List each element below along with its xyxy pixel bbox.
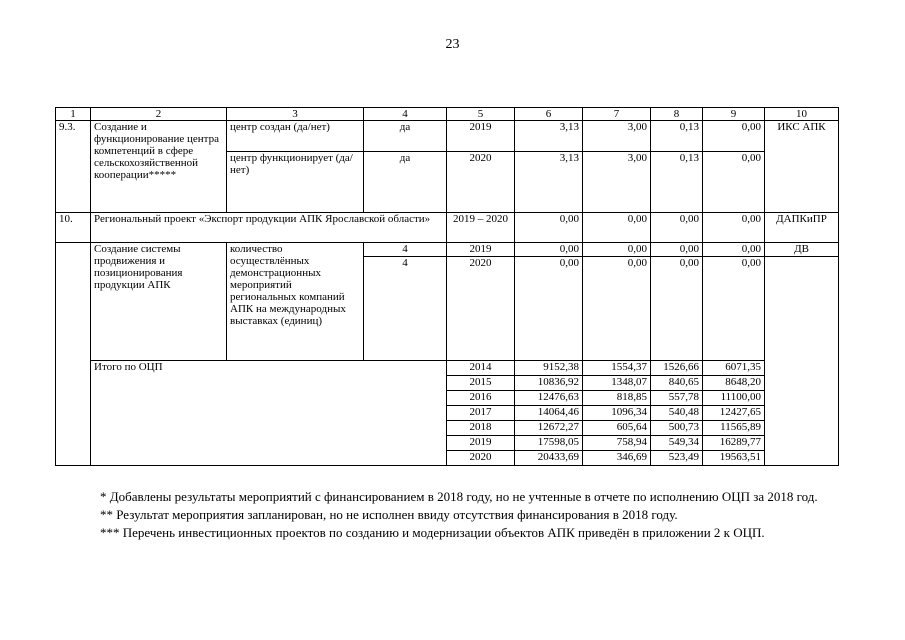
cell-value: 12476,63 xyxy=(515,391,583,406)
cell-value: 346,69 xyxy=(583,451,651,466)
footnote: ** Результат мероприятия запланирован, но не исполнен ввиду отсутствия финансирования в 2018 году. xyxy=(100,507,678,522)
indicator-value: 4 xyxy=(364,257,447,361)
empty-cell xyxy=(765,257,839,361)
program-table xyxy=(55,107,839,466)
cell-value: 1348,07 xyxy=(583,376,651,391)
cell-value: 0,00 xyxy=(583,243,651,257)
indicator-value: да xyxy=(364,121,447,152)
project-name: Региональный проект «Экспорт продукции АПК Ярославской области» xyxy=(91,213,447,243)
cell-value: 12427,65 xyxy=(703,406,765,421)
table-row xyxy=(56,243,839,257)
empty-cell xyxy=(765,361,839,466)
cell-value: 0,00 xyxy=(703,257,765,361)
cell-value: 0,00 xyxy=(515,213,583,243)
col-header: 8 xyxy=(651,108,703,121)
cell-value: 12672,27 xyxy=(515,421,583,436)
cell-value: 557,78 xyxy=(651,391,703,406)
cell-value: 3,00 xyxy=(583,121,651,152)
item-name: Создание и функционирование центра компетенций в сфере сельскохозяйственной кооперации***** xyxy=(91,121,227,213)
footnotes xyxy=(62,488,838,542)
cell-value: 523,49 xyxy=(651,451,703,466)
item-number: 9.3. xyxy=(56,121,91,213)
cell-value: 1554,37 xyxy=(583,361,651,376)
cell-value: 540,48 xyxy=(651,406,703,421)
cell-value: 0,00 xyxy=(703,213,765,243)
cell-value: 8648,20 xyxy=(703,376,765,391)
year: 2020 xyxy=(447,152,515,213)
col-header: 7 xyxy=(583,108,651,121)
year: 2014 xyxy=(447,361,515,376)
indicator: центр создан (да/нет) xyxy=(227,121,364,152)
col-header: 1 xyxy=(56,108,91,121)
col-header: 4 xyxy=(364,108,447,121)
cell-value: 758,94 xyxy=(583,436,651,451)
executor: ДАПКиПР xyxy=(765,213,839,243)
col-header: 5 xyxy=(447,108,515,121)
footnote: * Добавлены результаты мероприятий с финансированием в 2018 году, но не учтенные в отчете по исполнению ОЦП за 2018 год. xyxy=(100,489,818,504)
cell-value: 840,65 xyxy=(651,376,703,391)
cell-value: 0,00 xyxy=(651,243,703,257)
year: 2020 xyxy=(447,257,515,361)
cell-value: 10836,92 xyxy=(515,376,583,391)
cell-value: 0,00 xyxy=(703,121,765,152)
cell-value: 11100,00 xyxy=(703,391,765,406)
cell-value: 549,34 xyxy=(651,436,703,451)
cell-value: 0,00 xyxy=(703,152,765,213)
cell-value: 818,85 xyxy=(583,391,651,406)
cell-value: 0,00 xyxy=(583,213,651,243)
cell-value: 500,73 xyxy=(651,421,703,436)
footnote: *** Перечень инвестиционных проектов по созданию и модернизации объектов АПК приведён в приложении 2 к ОЦП. xyxy=(100,525,765,540)
table-row xyxy=(56,213,839,243)
year: 2019 xyxy=(447,121,515,152)
page-number: 23 xyxy=(445,37,460,52)
cell-value: 0,00 xyxy=(515,243,583,257)
year: 2019 – 2020 xyxy=(447,213,515,243)
item-name: Создание системы продвижения и позиционирования продукции АПК xyxy=(91,243,227,361)
cell-value: 0,00 xyxy=(651,213,703,243)
item-number: 10. xyxy=(56,213,91,243)
col-header: 9 xyxy=(703,108,765,121)
year: 2019 xyxy=(447,436,515,451)
cell-value: 16289,77 xyxy=(703,436,765,451)
indicator: центр функционирует (да/нет) xyxy=(227,152,364,213)
cell-value: 17598,05 xyxy=(515,436,583,451)
cell-value: 14064,46 xyxy=(515,406,583,421)
executor: ДВ xyxy=(765,243,839,257)
empty-cell xyxy=(56,361,91,466)
header-row xyxy=(56,108,839,121)
cell-value: 0,00 xyxy=(583,257,651,361)
cell-value: 20433,69 xyxy=(515,451,583,466)
cell-value: 1526,66 xyxy=(651,361,703,376)
cell-value: 3,00 xyxy=(583,152,651,213)
col-header: 6 xyxy=(515,108,583,121)
indicator: количество осуществлённых демонстрационных мероприятий региональных компаний АПК на международных выставках (единиц) xyxy=(227,243,364,361)
col-header: 10 xyxy=(765,108,839,121)
table-row xyxy=(56,121,839,152)
indicator-value: 4 xyxy=(364,243,447,257)
cell-value: 9152,38 xyxy=(515,361,583,376)
executor: ИКС АПК xyxy=(765,121,839,213)
total-label: Итого по ОЦП xyxy=(91,361,447,466)
cell-value: 0,13 xyxy=(651,121,703,152)
year: 2017 xyxy=(447,406,515,421)
col-header: 2 xyxy=(91,108,227,121)
year: 2015 xyxy=(447,376,515,391)
empty-cell xyxy=(56,243,91,361)
table-row xyxy=(56,361,839,376)
year: 2019 xyxy=(447,243,515,257)
cell-value: 19563,51 xyxy=(703,451,765,466)
year: 2020 xyxy=(447,451,515,466)
col-header: 3 xyxy=(227,108,364,121)
cell-value: 0,00 xyxy=(703,243,765,257)
year: 2016 xyxy=(447,391,515,406)
cell-value: 0,00 xyxy=(651,257,703,361)
cell-value: 605,64 xyxy=(583,421,651,436)
cell-value: 11565,89 xyxy=(703,421,765,436)
cell-value: 6071,35 xyxy=(703,361,765,376)
cell-value: 0,00 xyxy=(515,257,583,361)
indicator-value: да xyxy=(364,152,447,213)
cell-value: 3,13 xyxy=(515,121,583,152)
cell-value: 0,13 xyxy=(651,152,703,213)
cell-value: 3,13 xyxy=(515,152,583,213)
year: 2018 xyxy=(447,421,515,436)
cell-value: 1096,34 xyxy=(583,406,651,421)
